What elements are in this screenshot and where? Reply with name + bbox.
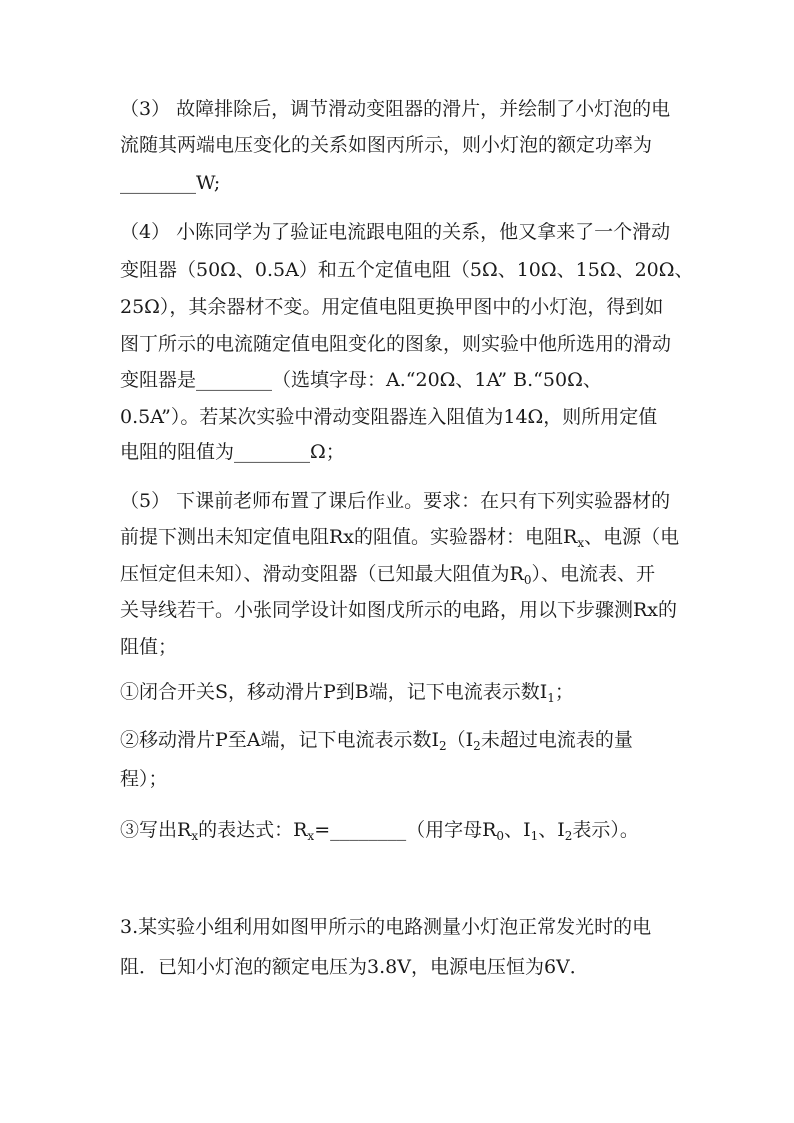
q5-line-3: 压恒定但未知）、滑动变阻器（已知最大阻值为$R_0$）、电流表、开 xyxy=(120,563,655,587)
q5-line-5: 阻值； xyxy=(120,636,178,658)
step-3: ③写出$R_x$的表达式：$R_x=\_\_\_\_\_\_\_\_$（用字母$R_0$、$I_1$、$I_2$表示）。 xyxy=(120,819,639,843)
q4-line-4: 图丁所示的电流随定值电阻变化的图象，则实验中他所选用的滑动 xyxy=(120,333,672,355)
problem-3-line-2: 阻．已知小灯泡的额定电压为3.8V，电源电压恒为6V． xyxy=(120,956,589,978)
q4-line-2: 变阻器（50Ω、0.5A）和五个定值电阻（5Ω、10Ω、15Ω、20Ω、 xyxy=(120,259,694,281)
q4-line-6: 0.5A”）。若某次实验中滑动变阻器连入阻值为14Ω，则所用定值 xyxy=(120,406,658,428)
q4-line-7: 电阻的阻值为________Ω； xyxy=(120,441,345,463)
q3-line-1: （3） 故障排除后，调节滑动变阻器的滑片，并绘制了小灯泡的电 xyxy=(120,98,671,120)
step-2: ②移动滑片P至A端，记下电流表示数$I_2(I_2$未超过电流表的量 xyxy=(120,729,633,753)
q4-line-1: （4） 小陈同学为了验证电流跟电阻的关系，他又拿来了一个滑动 xyxy=(120,221,671,243)
q5-line-4: 关导线若干。小张同学设计如图戊所示的电路，用以下步骤测Rx的 xyxy=(120,599,678,621)
q5-line-1: （5） 下课前老师布置了课后作业。要求：在只有下列实验器材的 xyxy=(120,490,671,512)
q3-line-2: 流随其两端电压变化的关系如图丙所示，则小灯泡的额定功率为 xyxy=(120,134,653,156)
q5-line-2: 前提下测出未知定值电阻Rx的阻值。实验器材：电阻$R_x$、电源（电 xyxy=(120,526,680,550)
step-2-line-2: 程）； xyxy=(120,768,168,790)
q4-line-3: 25Ω），其余器材不变。用定值电阻更换甲图中的小灯泡，得到如 xyxy=(120,296,664,318)
q4-line-5: 变阻器是________（选填字母：A.“20Ω、1A” B.“50Ω、 xyxy=(120,369,602,391)
q3-line-3: ________W; xyxy=(120,172,221,194)
step-1: ①闭合开关S，移动滑片P到B端，记下电流表示数$I_1$； xyxy=(120,681,574,705)
problem-3-line-1: 3.某实验小组利用如图甲所示的电路测量小灯泡正常发光时的电 xyxy=(120,916,652,938)
